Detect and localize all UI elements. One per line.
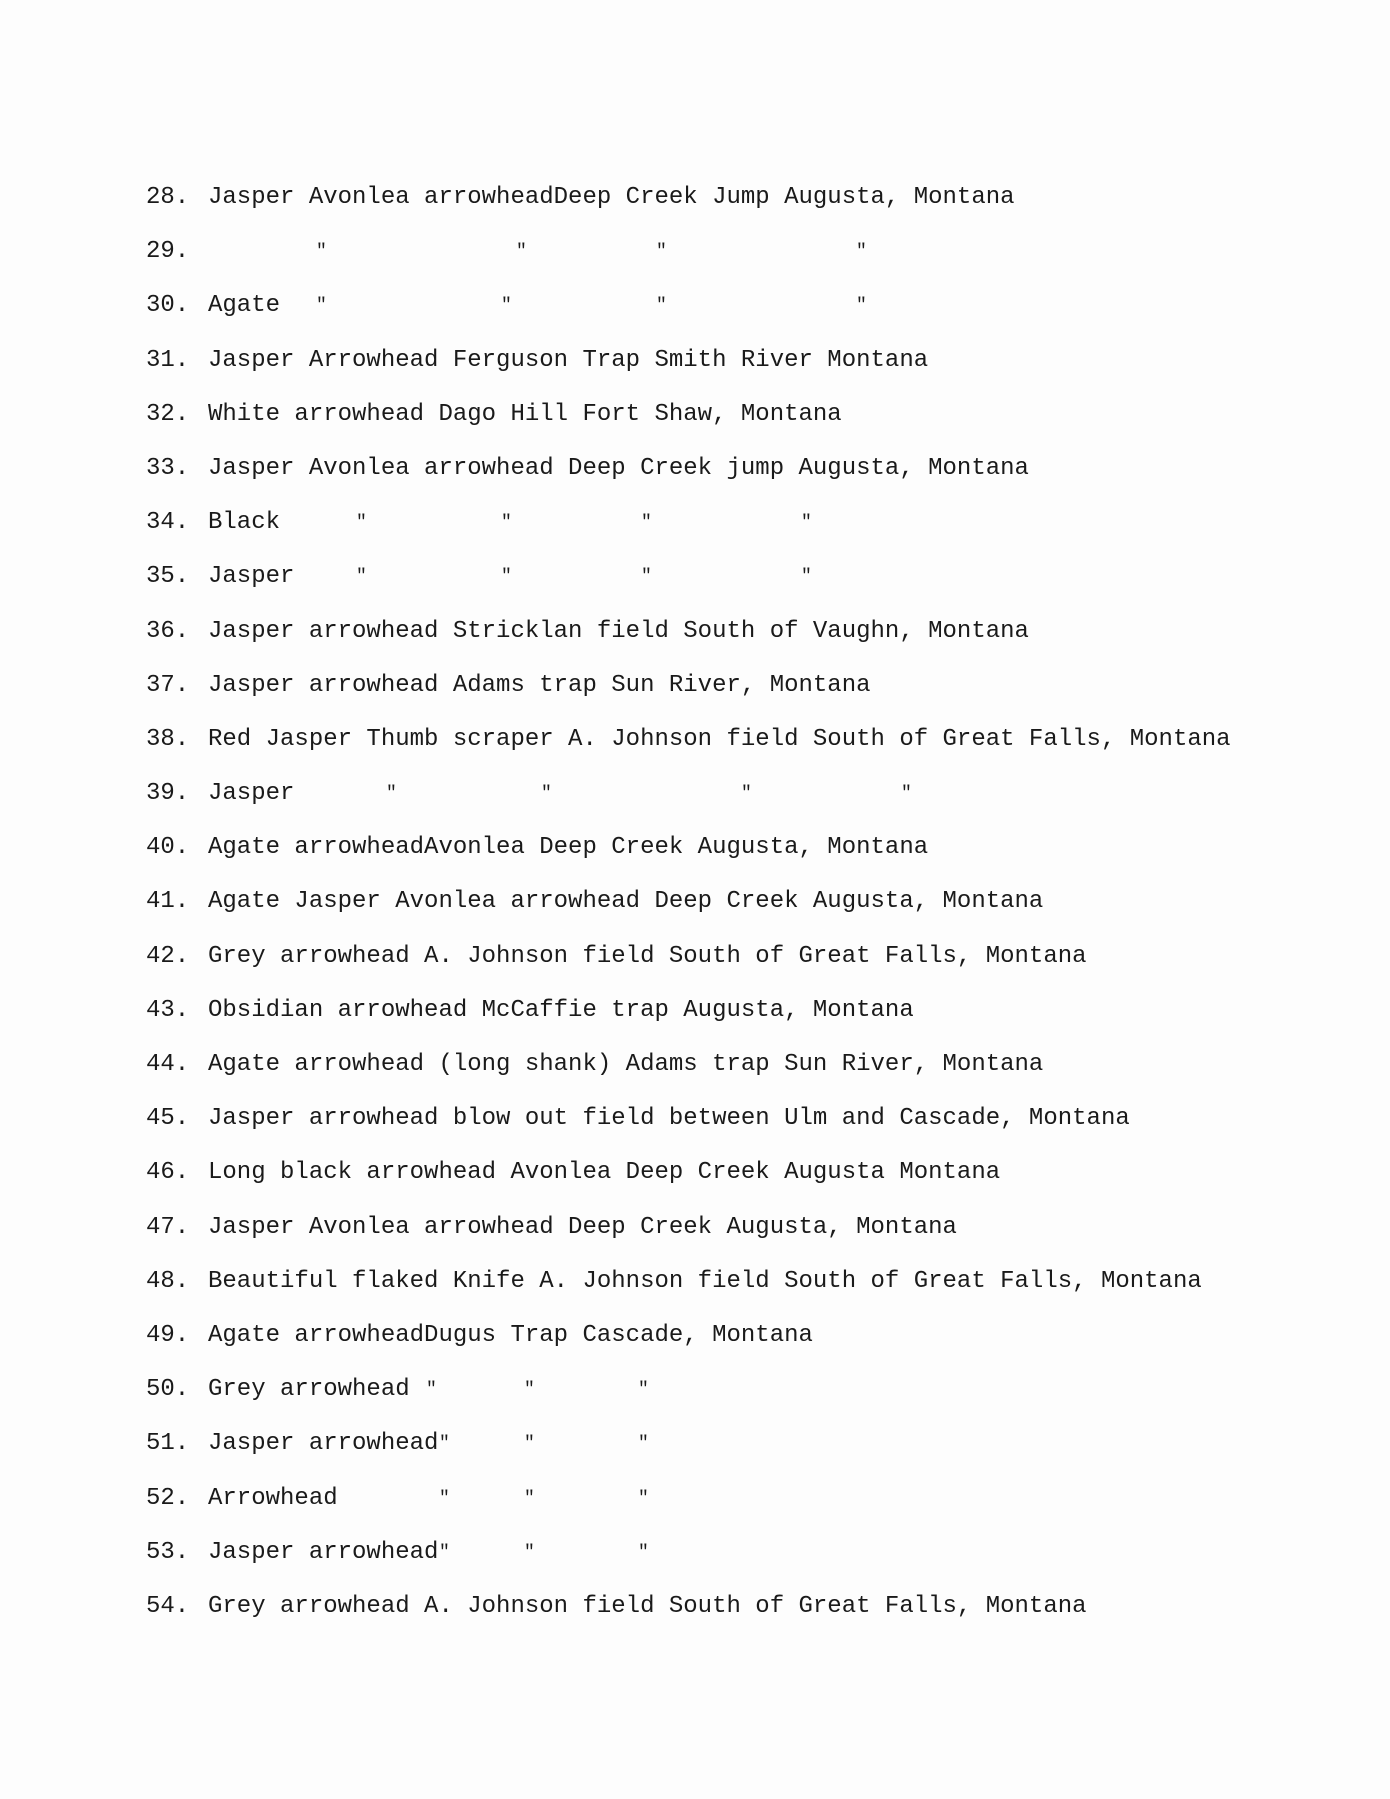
item-number: 34. bbox=[146, 509, 190, 537]
item-number: 52. bbox=[146, 1484, 190, 1512]
list-item bbox=[146, 1429, 1366, 1483]
list-item bbox=[146, 942, 1366, 996]
ditto-mark: " bbox=[801, 513, 812, 534]
item-number: 37. bbox=[146, 671, 190, 699]
ditto-mark: " bbox=[501, 513, 512, 534]
item-number: 47. bbox=[146, 1213, 190, 1241]
item-description: Obsidian arrowhead McCaffie trap Augusta, Montana bbox=[208, 996, 914, 1024]
list-item bbox=[146, 617, 1366, 671]
list-item bbox=[146, 508, 1366, 562]
list-item bbox=[146, 237, 1366, 291]
list-item bbox=[146, 1267, 1366, 1321]
list-item bbox=[146, 1321, 1366, 1375]
ditto-mark: " bbox=[524, 1488, 535, 1509]
item-number: 31. bbox=[146, 346, 190, 374]
ditto-mark: " bbox=[439, 1488, 450, 1509]
ditto-mark: " bbox=[439, 1542, 450, 1563]
item-description: Agate arrowheadAvonlea Deep Creek Augusta, Montana bbox=[208, 834, 929, 862]
item-description: Agate arrowhead (long shank) Adams trap Sun River, Montana bbox=[208, 1051, 1044, 1078]
item-description: Arrowhead bbox=[208, 1484, 338, 1512]
artifact-list bbox=[146, 183, 1366, 1646]
ditto-mark: " bbox=[356, 513, 367, 534]
item-description: Jasper bbox=[208, 780, 295, 808]
item-description: Jasper bbox=[208, 563, 295, 591]
item-description: Agate arrowheadDugus Trap Cascade, Montana bbox=[208, 1321, 813, 1349]
item-number: 51. bbox=[146, 1430, 190, 1458]
item-description: Jasper Avonlea arrowhead Deep Creek jump Augusta, Montana bbox=[208, 454, 1029, 482]
item-number: 53. bbox=[146, 1538, 190, 1566]
list-item bbox=[146, 562, 1366, 616]
ditto-mark: " bbox=[656, 242, 667, 263]
ditto-mark: " bbox=[856, 296, 867, 317]
ditto-mark: " bbox=[641, 567, 652, 588]
item-number: 38. bbox=[146, 725, 190, 753]
item-description: Jasper arrowhead blow out field between Ulm and Cascade, Montana bbox=[208, 1105, 1130, 1133]
ditto-mark: " bbox=[356, 567, 367, 588]
item-description: Grey arrowhead A. Johnson field South of Great Falls, Montana bbox=[208, 942, 1087, 970]
list-item bbox=[146, 1484, 1366, 1538]
item-description: Black bbox=[208, 509, 281, 537]
item-number: 46. bbox=[146, 1159, 190, 1187]
list-item bbox=[146, 779, 1366, 833]
item-description: Grey arrowhead bbox=[208, 1376, 410, 1404]
ditto-mark: " bbox=[501, 567, 512, 588]
list-item bbox=[146, 833, 1366, 887]
ditto-mark: " bbox=[541, 784, 552, 805]
item-number: 42. bbox=[146, 942, 190, 970]
list-item bbox=[146, 291, 1366, 345]
item-description: Red Jasper Thumb scraper A. Johnson field South of Great Falls, Montana bbox=[208, 725, 1231, 753]
item-number: 49. bbox=[146, 1321, 190, 1349]
item-number: 36. bbox=[146, 617, 190, 645]
ditto-mark: " bbox=[524, 1542, 535, 1563]
item-number: 32. bbox=[146, 400, 190, 428]
ditto-mark: " bbox=[426, 1380, 437, 1401]
item-description: Agate bbox=[208, 292, 281, 320]
item-number: 39. bbox=[146, 780, 190, 808]
ditto-mark: " bbox=[501, 296, 512, 317]
item-number: 40. bbox=[146, 834, 190, 862]
item-description: Jasper arrowhead bbox=[208, 1430, 439, 1458]
item-number: 30. bbox=[146, 292, 190, 320]
item-number: 48. bbox=[146, 1267, 190, 1295]
item-number: 29. bbox=[146, 238, 190, 266]
item-description: White arrowhead Dago Hill Fort Shaw, Montana bbox=[208, 400, 842, 428]
list-item bbox=[146, 1158, 1366, 1212]
item-number: 33. bbox=[146, 454, 190, 482]
ditto-mark: " bbox=[638, 1488, 649, 1509]
ditto-mark: " bbox=[638, 1380, 649, 1401]
item-number: 41. bbox=[146, 888, 190, 916]
item-description: Jasper arrowhead Adams trap Sun River, Montana bbox=[208, 671, 871, 699]
item-number: 28. bbox=[146, 184, 190, 211]
ditto-mark: " bbox=[901, 784, 912, 805]
item-description: Beautiful flaked Knife A. Johnson field South of Great Falls, Montana bbox=[208, 1267, 1202, 1295]
ditto-mark: " bbox=[638, 1434, 649, 1455]
list-item bbox=[146, 1104, 1366, 1158]
ditto-mark: " bbox=[386, 784, 397, 805]
ditto-mark: " bbox=[641, 513, 652, 534]
item-number: 43. bbox=[146, 996, 190, 1024]
item-description: Jasper arrowhead Stricklan field South of Vaughn, Montana bbox=[208, 617, 1029, 645]
list-item bbox=[146, 1538, 1366, 1592]
ditto-mark: " bbox=[516, 242, 527, 263]
item-description: Jasper Avonlea arrowheadDeep Creek Jump Augusta, Montana bbox=[208, 184, 1015, 211]
list-item bbox=[146, 1592, 1366, 1646]
item-description: Agate Jasper Avonlea arrowhead Deep Creek Augusta, Montana bbox=[208, 888, 1044, 916]
list-item bbox=[146, 725, 1366, 779]
ditto-mark: " bbox=[524, 1380, 535, 1401]
ditto-mark: " bbox=[316, 296, 327, 317]
ditto-mark: " bbox=[656, 296, 667, 317]
item-description: Jasper Arrowhead Ferguson Trap Smith River Montana bbox=[208, 346, 929, 374]
item-description: Grey arrowhead A. Johnson field South of Great Falls, Montana bbox=[208, 1592, 1087, 1620]
ditto-mark: " bbox=[856, 242, 867, 263]
list-item bbox=[146, 454, 1366, 508]
ditto-mark: " bbox=[524, 1434, 535, 1455]
list-item bbox=[146, 887, 1366, 941]
list-item bbox=[146, 1375, 1366, 1429]
item-description: Long black arrowhead Avonlea Deep Creek Augusta Montana bbox=[208, 1159, 1001, 1187]
item-number: 50. bbox=[146, 1376, 190, 1404]
list-item bbox=[146, 996, 1366, 1050]
list-item bbox=[146, 1050, 1366, 1104]
item-number: 45. bbox=[146, 1105, 190, 1133]
list-item bbox=[146, 183, 1366, 237]
list-item bbox=[146, 346, 1366, 400]
item-number: 44. bbox=[146, 1051, 190, 1078]
ditto-mark: " bbox=[741, 784, 752, 805]
list-item bbox=[146, 671, 1366, 725]
item-description: Jasper arrowhead bbox=[208, 1538, 439, 1566]
list-item bbox=[146, 400, 1366, 454]
ditto-mark: " bbox=[439, 1434, 450, 1455]
ditto-mark: " bbox=[316, 242, 327, 263]
item-number: 35. bbox=[146, 563, 190, 591]
item-number: 54. bbox=[146, 1592, 190, 1620]
item-description: Jasper Avonlea arrowhead Deep Creek Augusta, Montana bbox=[208, 1213, 957, 1241]
list-item bbox=[146, 1213, 1366, 1267]
ditto-mark: " bbox=[638, 1542, 649, 1563]
ditto-mark: " bbox=[801, 567, 812, 588]
